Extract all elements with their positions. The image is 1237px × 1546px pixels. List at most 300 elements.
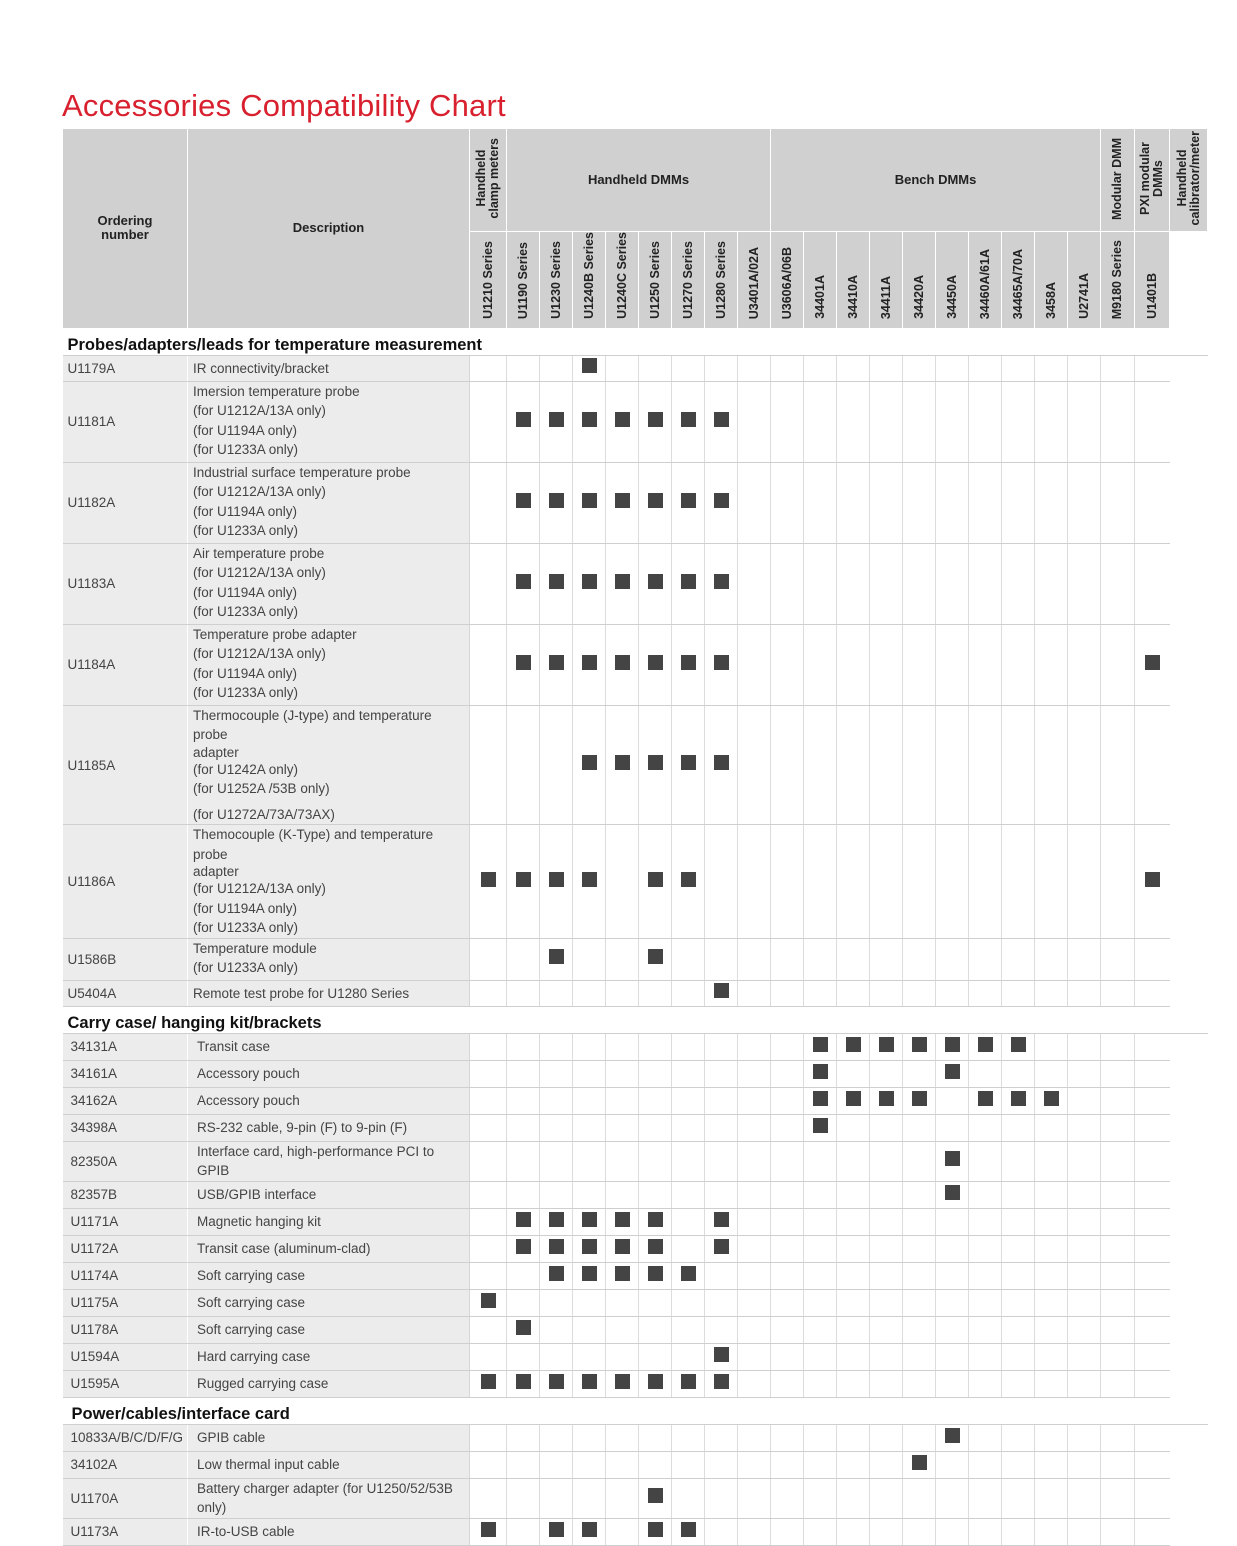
model-header — [1002, 232, 1035, 329]
compat-cell — [1002, 1141, 1035, 1181]
description — [188, 1289, 470, 1316]
description — [188, 1181, 470, 1208]
compat-cell — [606, 1478, 639, 1518]
compatible-marker-icon — [516, 412, 531, 427]
compat-cell — [470, 1518, 507, 1545]
compat-cell — [1035, 1370, 1068, 1397]
compat-cell — [1002, 543, 1035, 624]
compat-cell — [771, 1114, 804, 1141]
table-row — [63, 1141, 1208, 1181]
compat-cell — [639, 462, 672, 543]
compat-cell — [540, 1518, 573, 1545]
compat-cell — [470, 980, 507, 1006]
compat-cell — [705, 1060, 738, 1087]
description-line: Interface card, high-performance PCI to GPIB — [197, 1143, 435, 1179]
compatible-marker-icon — [648, 655, 663, 670]
compat-cell — [870, 825, 903, 939]
compat-cell — [705, 1451, 738, 1478]
compat-cell — [936, 624, 969, 705]
compat-cell — [1135, 1208, 1170, 1235]
compat-cell — [470, 1370, 507, 1397]
compat-cell — [672, 1478, 705, 1518]
compat-cell — [969, 1424, 1002, 1451]
compat-cell — [639, 1060, 672, 1087]
compatible-marker-icon — [945, 1428, 960, 1443]
compat-cell — [870, 705, 903, 825]
compat-cell — [870, 1181, 903, 1208]
compat-cell — [837, 1262, 870, 1289]
compat-cell — [837, 355, 870, 381]
compat-cell — [804, 938, 837, 980]
compat-cell — [540, 980, 573, 1006]
compatible-marker-icon — [648, 1522, 663, 1537]
compat-cell — [1002, 980, 1035, 1006]
compat-cell — [705, 624, 738, 705]
compat-cell — [540, 1289, 573, 1316]
compat-cell — [804, 980, 837, 1006]
compat-cell — [540, 1424, 573, 1451]
compatible-marker-icon — [978, 1091, 993, 1106]
compat-cell — [540, 1033, 573, 1060]
compat-cell — [1002, 1316, 1035, 1343]
description-line: (for U1212A/13A only) — [193, 565, 326, 581]
compat-cell — [470, 825, 507, 939]
compat-cell — [573, 1235, 606, 1262]
description-line: (for U1194A only) — [193, 665, 298, 681]
compat-cell — [507, 1033, 540, 1060]
compatible-marker-icon — [714, 755, 729, 770]
compat-cell — [738, 624, 771, 705]
compat-cell — [470, 1424, 507, 1451]
description-line: Accessory pouch — [197, 1093, 300, 1109]
compat-cell — [540, 1316, 573, 1343]
compat-cell — [870, 1235, 903, 1262]
compat-cell — [672, 1370, 705, 1397]
description-line: (for U1272A/73A/73AX) — [193, 806, 335, 822]
compatible-marker-icon — [813, 1091, 828, 1106]
ordering-number: U1175A — [63, 1289, 188, 1316]
description — [188, 1114, 470, 1141]
group-header: Bench DMMs — [771, 129, 1101, 232]
group-label: PXI modular — [1138, 142, 1153, 215]
compat-cell — [837, 1424, 870, 1451]
compat-cell — [606, 462, 639, 543]
compat-cell — [1135, 1289, 1170, 1316]
compat-cell — [639, 381, 672, 462]
compat-cell — [470, 1235, 507, 1262]
group-label: Modular DMM — [1110, 137, 1125, 220]
compat-cell — [1068, 1518, 1101, 1545]
compat-cell — [837, 381, 870, 462]
compatible-marker-icon — [681, 755, 696, 770]
compat-cell — [1002, 381, 1035, 462]
compat-cell — [870, 1289, 903, 1316]
compat-cell — [936, 1141, 969, 1181]
compat-cell — [837, 624, 870, 705]
compat-cell — [1101, 381, 1135, 462]
compat-cell — [771, 543, 804, 624]
model-header — [705, 232, 738, 329]
compat-cell — [639, 1235, 672, 1262]
model-label: 34411A — [878, 275, 893, 319]
compat-cell — [1068, 543, 1101, 624]
compat-cell — [903, 624, 936, 705]
compat-cell — [936, 1289, 969, 1316]
compatible-marker-icon — [714, 493, 729, 508]
compat-cell — [1068, 705, 1101, 825]
compat-cell — [507, 543, 540, 624]
model-header — [804, 232, 837, 329]
compat-cell — [507, 980, 540, 1006]
compat-cell — [1101, 1262, 1135, 1289]
description-line: (for U1233A only) — [193, 604, 299, 620]
compat-cell — [870, 1424, 903, 1451]
group-label: Handheld — [474, 150, 488, 207]
compat-cell — [705, 1235, 738, 1262]
compat-cell — [507, 1114, 540, 1141]
compatible-marker-icon — [681, 1266, 696, 1281]
model-header — [672, 232, 705, 329]
compat-cell — [903, 1451, 936, 1478]
compatible-marker-icon — [615, 1212, 630, 1227]
compat-cell — [606, 1451, 639, 1478]
compat-cell — [837, 1343, 870, 1370]
compat-cell — [573, 1343, 606, 1370]
compatible-marker-icon — [481, 1522, 496, 1537]
compatible-marker-icon — [582, 1522, 597, 1537]
model-label: U1240B Series — [581, 232, 596, 319]
compat-cell — [573, 1060, 606, 1087]
compat-cell — [804, 1370, 837, 1397]
compat-cell — [771, 825, 804, 939]
compat-cell — [936, 825, 969, 939]
description-line: (for U1194A only) — [193, 584, 298, 600]
group-label: Handheld — [1174, 150, 1189, 207]
compat-cell — [870, 1343, 903, 1370]
ordering-number: U1178A — [63, 1316, 188, 1343]
compat-cell — [870, 1114, 903, 1141]
compat-cell — [639, 1141, 672, 1181]
compatible-marker-icon — [846, 1091, 861, 1106]
description-line: RS-232 cable, 9-pin (F) to 9-pin (F) — [197, 1120, 408, 1136]
table-row — [63, 1343, 1208, 1370]
compat-cell — [837, 1208, 870, 1235]
compatible-marker-icon — [582, 574, 597, 589]
compat-cell — [969, 1289, 1002, 1316]
compat-cell — [837, 1451, 870, 1478]
compat-cell — [837, 1060, 870, 1087]
ordering-number: U1185A — [63, 705, 188, 825]
model-header — [1068, 232, 1101, 329]
ordering-number: U1172A — [63, 1235, 188, 1262]
compat-cell — [936, 1235, 969, 1262]
compat-cell — [1068, 938, 1101, 980]
compat-cell — [936, 1316, 969, 1343]
group-header — [470, 129, 507, 232]
compatible-marker-icon — [648, 1374, 663, 1389]
description — [188, 1316, 470, 1343]
compat-cell — [540, 543, 573, 624]
compat-cell — [903, 705, 936, 825]
compat-cell — [1101, 1343, 1135, 1370]
compat-cell — [1068, 1451, 1101, 1478]
compat-cell — [672, 1518, 705, 1545]
compatible-marker-icon — [714, 655, 729, 670]
compat-cell — [1135, 1424, 1170, 1451]
compatible-marker-icon — [549, 1212, 564, 1227]
compat-cell — [804, 1478, 837, 1518]
compatible-marker-icon — [549, 1522, 564, 1537]
description — [188, 1262, 470, 1289]
compat-cell — [870, 1208, 903, 1235]
compatible-marker-icon — [1011, 1037, 1026, 1052]
compat-cell — [540, 462, 573, 543]
compat-cell — [470, 705, 507, 825]
ordering-number: U1594A — [63, 1343, 188, 1370]
compat-cell — [903, 1208, 936, 1235]
compat-cell — [1135, 1181, 1170, 1208]
compatible-marker-icon — [813, 1037, 828, 1052]
compat-cell — [705, 1033, 738, 1060]
compat-cell — [507, 624, 540, 705]
compat-cell — [804, 1114, 837, 1141]
ordering-number: U1186A — [63, 825, 188, 939]
compat-cell — [540, 1141, 573, 1181]
description-line: Temperature probe adapter — [193, 626, 357, 642]
compat-cell — [507, 1289, 540, 1316]
compat-cell — [936, 543, 969, 624]
compat-cell — [1068, 355, 1101, 381]
compat-cell — [540, 1262, 573, 1289]
compat-cell — [837, 462, 870, 543]
compat-cell — [639, 1262, 672, 1289]
compat-cell — [870, 1316, 903, 1343]
ordering-number: U1173A — [63, 1518, 188, 1545]
description — [188, 938, 470, 980]
compat-cell — [606, 1235, 639, 1262]
compat-cell — [573, 381, 606, 462]
ordering-number: U5404A — [63, 980, 188, 1006]
compat-cell — [606, 1060, 639, 1087]
compat-cell — [804, 462, 837, 543]
compat-cell — [540, 1181, 573, 1208]
compatible-marker-icon — [582, 1239, 597, 1254]
compat-cell — [672, 825, 705, 939]
model-label: U1230 Series — [548, 241, 563, 319]
compatible-marker-icon — [615, 574, 630, 589]
ordering-number: U1586B — [63, 938, 188, 980]
compat-cell — [540, 1235, 573, 1262]
description-line: (for U1233A only) — [193, 523, 299, 539]
compat-cell — [738, 1343, 771, 1370]
compat-cell — [1135, 1370, 1170, 1397]
compatible-marker-icon — [1145, 872, 1160, 887]
compat-cell — [1101, 462, 1135, 543]
compat-cell — [672, 355, 705, 381]
ordering-number: 34131A — [63, 1033, 188, 1060]
compatible-marker-icon — [615, 1266, 630, 1281]
compat-cell — [705, 825, 738, 939]
compat-cell — [771, 1478, 804, 1518]
compat-cell — [1068, 825, 1101, 939]
compat-cell — [903, 980, 936, 1006]
ordering-number: U1174A — [63, 1262, 188, 1289]
compat-cell — [470, 1141, 507, 1181]
compat-cell — [606, 1289, 639, 1316]
compatible-marker-icon — [549, 1374, 564, 1389]
compat-cell — [639, 1370, 672, 1397]
compatible-marker-icon — [516, 1239, 531, 1254]
compat-cell — [936, 1181, 969, 1208]
compat-cell — [606, 1087, 639, 1114]
description-line: (for U1212A/13A only) — [193, 403, 326, 419]
compat-cell — [969, 1370, 1002, 1397]
compatible-marker-icon — [714, 983, 729, 998]
compat-cell — [1035, 1343, 1068, 1370]
compat-cell — [540, 381, 573, 462]
table-row — [63, 980, 1208, 1006]
compat-cell — [1101, 825, 1135, 939]
compat-cell — [804, 1316, 837, 1343]
table-row — [63, 381, 1208, 462]
compat-cell — [639, 980, 672, 1006]
compat-cell — [540, 1451, 573, 1478]
compat-cell — [1068, 1343, 1101, 1370]
compat-cell — [969, 1114, 1002, 1141]
compat-cell — [639, 1478, 672, 1518]
compat-cell — [804, 1424, 837, 1451]
compat-cell — [573, 1316, 606, 1343]
compat-cell — [804, 1262, 837, 1289]
compat-cell — [771, 1087, 804, 1114]
compat-cell — [573, 355, 606, 381]
compat-cell — [540, 1478, 573, 1518]
compat-cell — [738, 1478, 771, 1518]
compat-cell — [738, 938, 771, 980]
compat-cell — [969, 938, 1002, 980]
description — [188, 462, 470, 543]
compat-cell — [738, 1289, 771, 1316]
compat-cell — [870, 381, 903, 462]
compat-cell — [804, 543, 837, 624]
compat-cell — [1135, 938, 1170, 980]
compat-cell — [1068, 381, 1101, 462]
compat-cell — [771, 1343, 804, 1370]
compatible-marker-icon — [879, 1091, 894, 1106]
compat-cell — [903, 1087, 936, 1114]
model-label: U1280 Series — [713, 241, 728, 319]
ordering-number: U1184A — [63, 624, 188, 705]
compat-cell — [771, 381, 804, 462]
compat-cell — [705, 543, 738, 624]
compatible-marker-icon — [1011, 1091, 1026, 1106]
compat-cell — [870, 624, 903, 705]
compat-cell — [470, 938, 507, 980]
group-label: clamp meters — [487, 138, 501, 219]
compat-cell — [969, 1033, 1002, 1060]
group-header — [1170, 129, 1208, 232]
ordering-number: U1182A — [63, 462, 188, 543]
compat-cell — [507, 355, 540, 381]
compat-cell — [507, 1370, 540, 1397]
group-header: Handheld DMMs — [507, 129, 771, 232]
compatible-marker-icon — [912, 1091, 927, 1106]
compat-cell — [804, 355, 837, 381]
compat-cell — [1035, 1033, 1068, 1060]
description — [188, 1060, 470, 1087]
compat-cell — [639, 1343, 672, 1370]
compatible-marker-icon — [714, 1374, 729, 1389]
compat-cell — [606, 624, 639, 705]
compat-cell — [1002, 1424, 1035, 1451]
description — [188, 1424, 470, 1451]
compat-cell — [1002, 1087, 1035, 1114]
model-header — [903, 232, 936, 329]
compat-cell — [1035, 1181, 1068, 1208]
compat-cell — [639, 355, 672, 381]
compat-cell — [1101, 1478, 1135, 1518]
table-row — [63, 1181, 1208, 1208]
compatible-marker-icon — [549, 412, 564, 427]
compatible-marker-icon — [516, 1212, 531, 1227]
compat-cell — [804, 1235, 837, 1262]
compat-cell — [738, 1424, 771, 1451]
compat-cell — [1035, 1451, 1068, 1478]
compat-cell — [738, 1451, 771, 1478]
compatible-marker-icon — [615, 755, 630, 770]
compat-cell — [903, 1316, 936, 1343]
compat-cell — [672, 1208, 705, 1235]
ordering-number: 34162A — [63, 1087, 188, 1114]
compat-cell — [639, 1181, 672, 1208]
compat-cell — [903, 462, 936, 543]
description-line: Rugged carrying case — [197, 1376, 329, 1392]
compat-cell — [1068, 1262, 1101, 1289]
compat-cell — [1135, 624, 1170, 705]
compat-cell — [573, 1451, 606, 1478]
compatible-marker-icon — [582, 493, 597, 508]
compatible-marker-icon — [615, 655, 630, 670]
compat-cell — [837, 1087, 870, 1114]
compat-cell — [771, 462, 804, 543]
description — [188, 1141, 470, 1181]
section-title: Power/cables/interface card — [63, 1397, 1208, 1424]
table-row — [63, 1289, 1208, 1316]
compat-cell — [705, 1262, 738, 1289]
compat-cell — [771, 1235, 804, 1262]
description-line: (for U1194A only) — [193, 503, 298, 519]
compat-cell — [705, 1343, 738, 1370]
compatible-marker-icon — [582, 755, 597, 770]
compat-cell — [672, 938, 705, 980]
compat-cell — [705, 1141, 738, 1181]
compatible-marker-icon — [582, 655, 597, 670]
compat-cell — [804, 1060, 837, 1087]
compat-cell — [936, 1478, 969, 1518]
table-row — [63, 1316, 1208, 1343]
compat-cell — [507, 1316, 540, 1343]
compat-cell — [1035, 705, 1068, 825]
ordering-number: 82350A — [63, 1141, 188, 1181]
compat-cell — [507, 705, 540, 825]
compat-cell — [470, 1208, 507, 1235]
compat-cell — [606, 938, 639, 980]
compatible-marker-icon — [549, 493, 564, 508]
description-line: Transit case (aluminum-clad) — [197, 1241, 371, 1257]
compat-cell — [771, 1316, 804, 1343]
compat-cell — [639, 1316, 672, 1343]
compat-cell — [903, 1262, 936, 1289]
